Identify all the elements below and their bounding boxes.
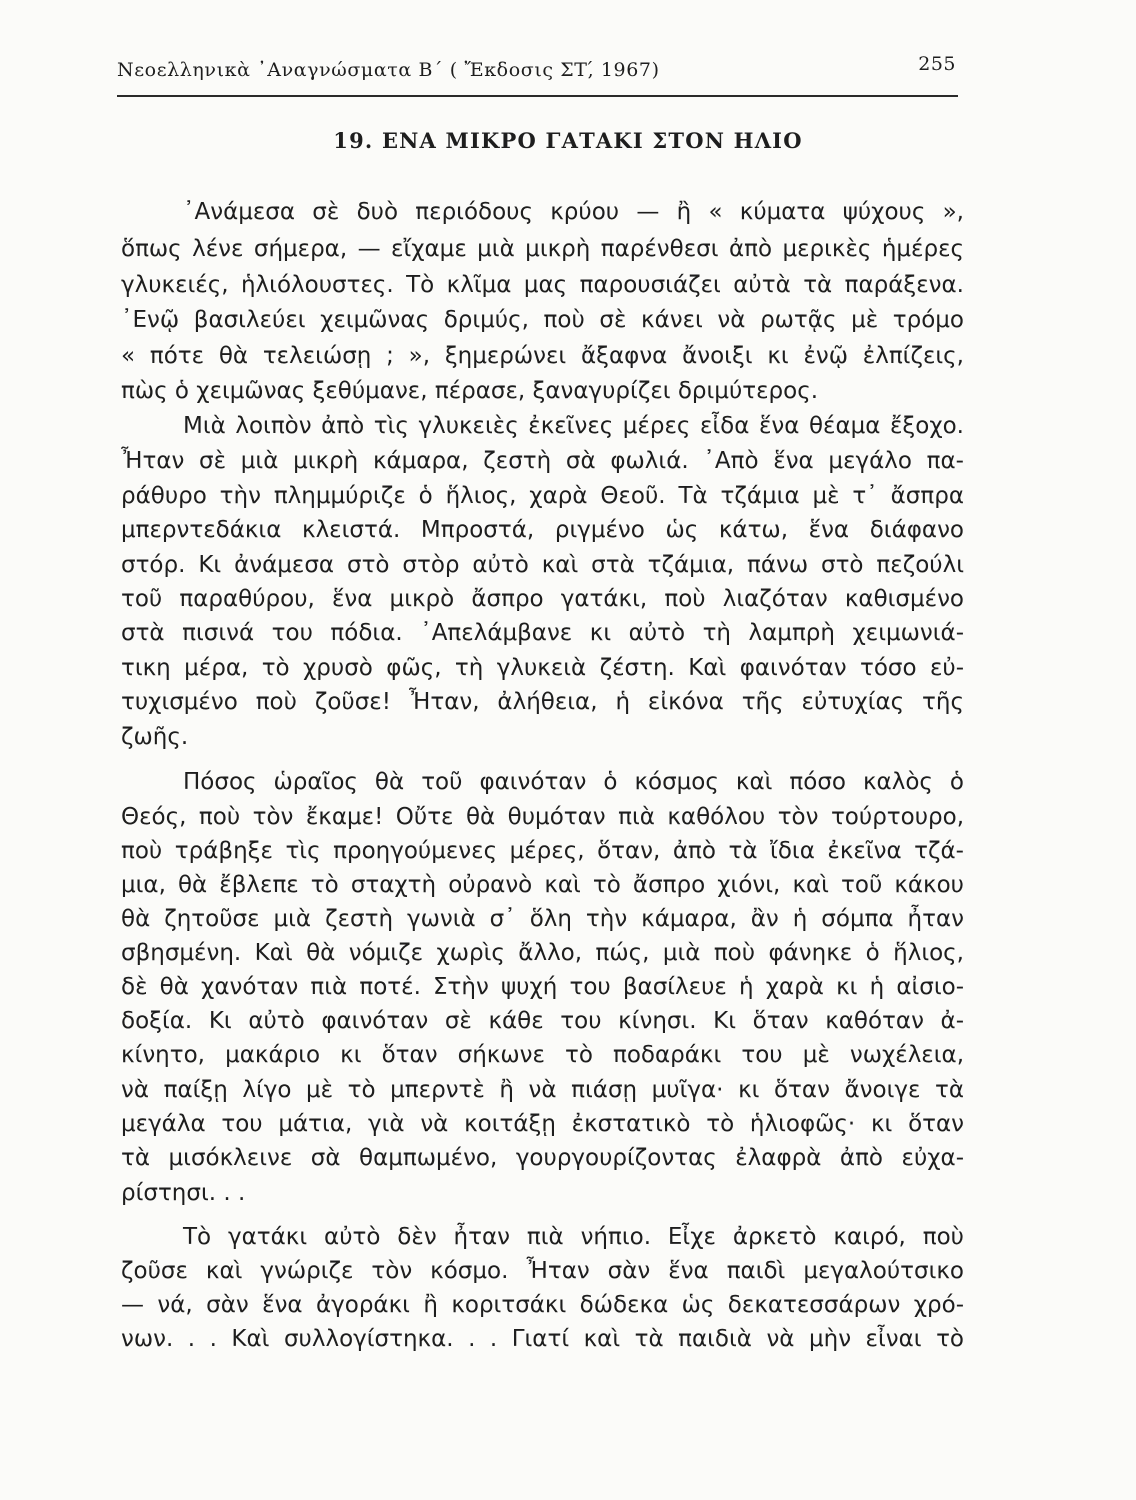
text-line: μεγάλα του μάτια, γιὰ νὰ κοιτάξῃ ἐκστατικὸ τὸ ἡλιοφῶς· κι ὅταν bbox=[121, 1111, 964, 1137]
text-line: θὰ ζητοῦσε μιὰ ζεστὴ γωνιὰ σ᾿ ὅλη τὴν κάμαρα, ἂν ἡ σόμπα ἦταν bbox=[121, 906, 964, 932]
text-line: ὅπως λένε σήμερα, — εἴχαμε μιὰ μικρὴ παρένθεσι ἀπὸ μερικὲς ἡμέρες bbox=[121, 236, 964, 262]
running-title: Νεοελληνικὰ ᾿Αναγνώσματα Β΄ ( Ἔκδοσις ΣΤ,́ 1967) bbox=[117, 59, 660, 81]
chapter-title: 19. ΕΝΑ ΜΙΚΡΟ ΓΑΤΑΚΙ ΣΤΟΝ ΗΛΙΟ bbox=[333, 128, 803, 153]
text-line: — νά, σὰν ἕνα ἀγοράκι ἢ κοριτσάκι δώδεκα ὡς δεκατεσσάρων χρό- bbox=[121, 1292, 964, 1318]
text-line: Πόσος ὡραῖος θὰ τοῦ φαινόταν ὁ κόσμος καὶ πόσο καλὸς ὁ bbox=[183, 769, 964, 795]
text-line: στὰ πισινά του πόδια. ᾿Απελάμβανε κι αὐτὸ τὴ λαμπρὴ χειμωνιά- bbox=[121, 620, 964, 646]
text-line: τυχισμένο ποὺ ζοῦσε! Ἦταν, ἀλήθεια, ἡ εἰκόνα τῆς εὐτυχίας τῆς bbox=[121, 689, 964, 715]
text-line: Θεός, ποὺ τὸν ἔκαμε! Οὔτε θὰ θυμόταν πιὰ καθόλου τὸν τούρτουρο, bbox=[121, 804, 964, 830]
text-line: Ἦταν σὲ μιὰ μικρὴ κάμαρα, ζεστὴ σὰ φωλιά. ᾿Απὸ ἕνα μεγάλο πα- bbox=[121, 448, 964, 474]
text-line: σβησμένη. Καὶ θὰ νόμιζε χωρὶς ἄλλο, πώς, μιὰ ποὺ φάνηκε ὁ ἥλιος, bbox=[121, 940, 964, 966]
text-line: ράθυρο τὴν πλημμύριζε ὁ ἥλιος, χαρὰ Θεοῦ. Τὰ τζάμια μὲ τ᾿ ἄσπρα bbox=[121, 483, 964, 509]
text-line: ρίστησι. . . bbox=[121, 1180, 246, 1206]
text-line: νων. . . Καὶ συλλογίστηκα. . . Γιατί καὶ τὰ παιδιὰ νὰ μὴν εἶναι τὸ bbox=[121, 1326, 964, 1352]
text-line: « πότε θὰ τελειώσῃ ; », ξημερώνει ἄξαφνα ἄνοιξι κι ἐνῷ ἐλπίζεις, bbox=[121, 343, 964, 369]
text-line: τοῦ παραθύρου, ἕνα μικρὸ ἄσπρο γατάκι, ποὺ λιαζόταν καθισμένο bbox=[121, 586, 964, 612]
text-line: ποὺ τράβηξε τὶς προηγούμενες μέρες, ὅταν, ἀπὸ τὰ ἴδια ἐκεῖνα τζά- bbox=[121, 838, 964, 864]
text-line: ζοῦσε καὶ γνώριζε τὸν κόσμο. Ἦταν σὰν ἕνα παιδὶ μεγαλούτσικο bbox=[121, 1258, 964, 1284]
text-line: δὲ θὰ χανόταν πιὰ ποτέ. Στὴν ψυχή του βασίλευε ἡ χαρὰ κι ἡ αἰσιο- bbox=[121, 974, 964, 1000]
text-line: νὰ παίξῃ λίγο μὲ τὸ μπερντὲ ἢ νὰ πιάσῃ μυῖγα· κι ὅταν ἄνοιγε τὰ bbox=[121, 1077, 964, 1103]
text-line: κίνητο, μακάριο κι ὅταν σήκωνε τὸ ποδαράκι του μὲ νωχέλεια, bbox=[121, 1042, 964, 1068]
text-line: μπερντεδάκια κλειστά. Μπροστά, ριγμένο ὡς κάτω, ἕνα διάφανο bbox=[121, 517, 964, 543]
text-line: τικη μέρα, τὸ χρυσὸ φῶς, τὴ γλυκειὰ ζέστη. Καὶ φαινόταν τόσο εὐ- bbox=[121, 655, 964, 681]
text-line: ᾿Ανάμεσα σὲ δυὸ περιόδους κρύου — ἢ « κύματα ψύχους », bbox=[183, 199, 964, 225]
page-number: 255 bbox=[918, 53, 956, 75]
text-line: γλυκειές, ἡλιόλουστες. Τὸ κλῖμα μας παρουσιάζει αὐτὰ τὰ παράξενα. bbox=[121, 272, 964, 298]
text-line: ζωῆς. bbox=[121, 724, 189, 750]
text-line: τὰ μισόκλεινε σὰ θαμπωμένο, γουργουρίζοντας ἐλαφρὰ ἀπὸ εὐχα- bbox=[121, 1145, 964, 1171]
running-header bbox=[117, 53, 958, 97]
text-line: ᾿Ενῷ βασιλεύει χειμῶνας δριμύς, ποὺ σὲ κάνει νὰ ρωτᾷς μὲ τρόμο bbox=[121, 307, 964, 333]
text-line: πὼς ὁ χειμῶνας ξεθύμανε, πέρασε, ξαναγυρίζει δριμύτερος. bbox=[121, 378, 819, 404]
text-line: μια, θὰ ἔβλεπε τὸ σταχτὴ οὐρανὸ καὶ τὸ ἄσπρο χιόνι, καὶ τοῦ κάκου bbox=[121, 872, 964, 898]
text-line: δοξία. Κι αὐτὸ φαινόταν σὲ κάθε του κίνησι. Κι ὅταν καθόταν ἀ- bbox=[121, 1008, 964, 1034]
text-line: Τὸ γατάκι αὐτὸ δὲν ἦταν πιὰ νήπιο. Εἶχε ἀρκετὸ καιρό, ποὺ bbox=[183, 1224, 964, 1250]
text-line: στόρ. Κι ἀνάμεσα στὸ στὸρ αὐτὸ καὶ στὰ τζάμια, πάνω στὸ πεζούλι bbox=[121, 552, 964, 578]
text-line: Μιὰ λοιπὸν ἀπὸ τὶς γλυκειὲς ἐκεῖνες μέρες εἶδα ἕνα θέαμα ἔξοχο. bbox=[183, 413, 964, 439]
